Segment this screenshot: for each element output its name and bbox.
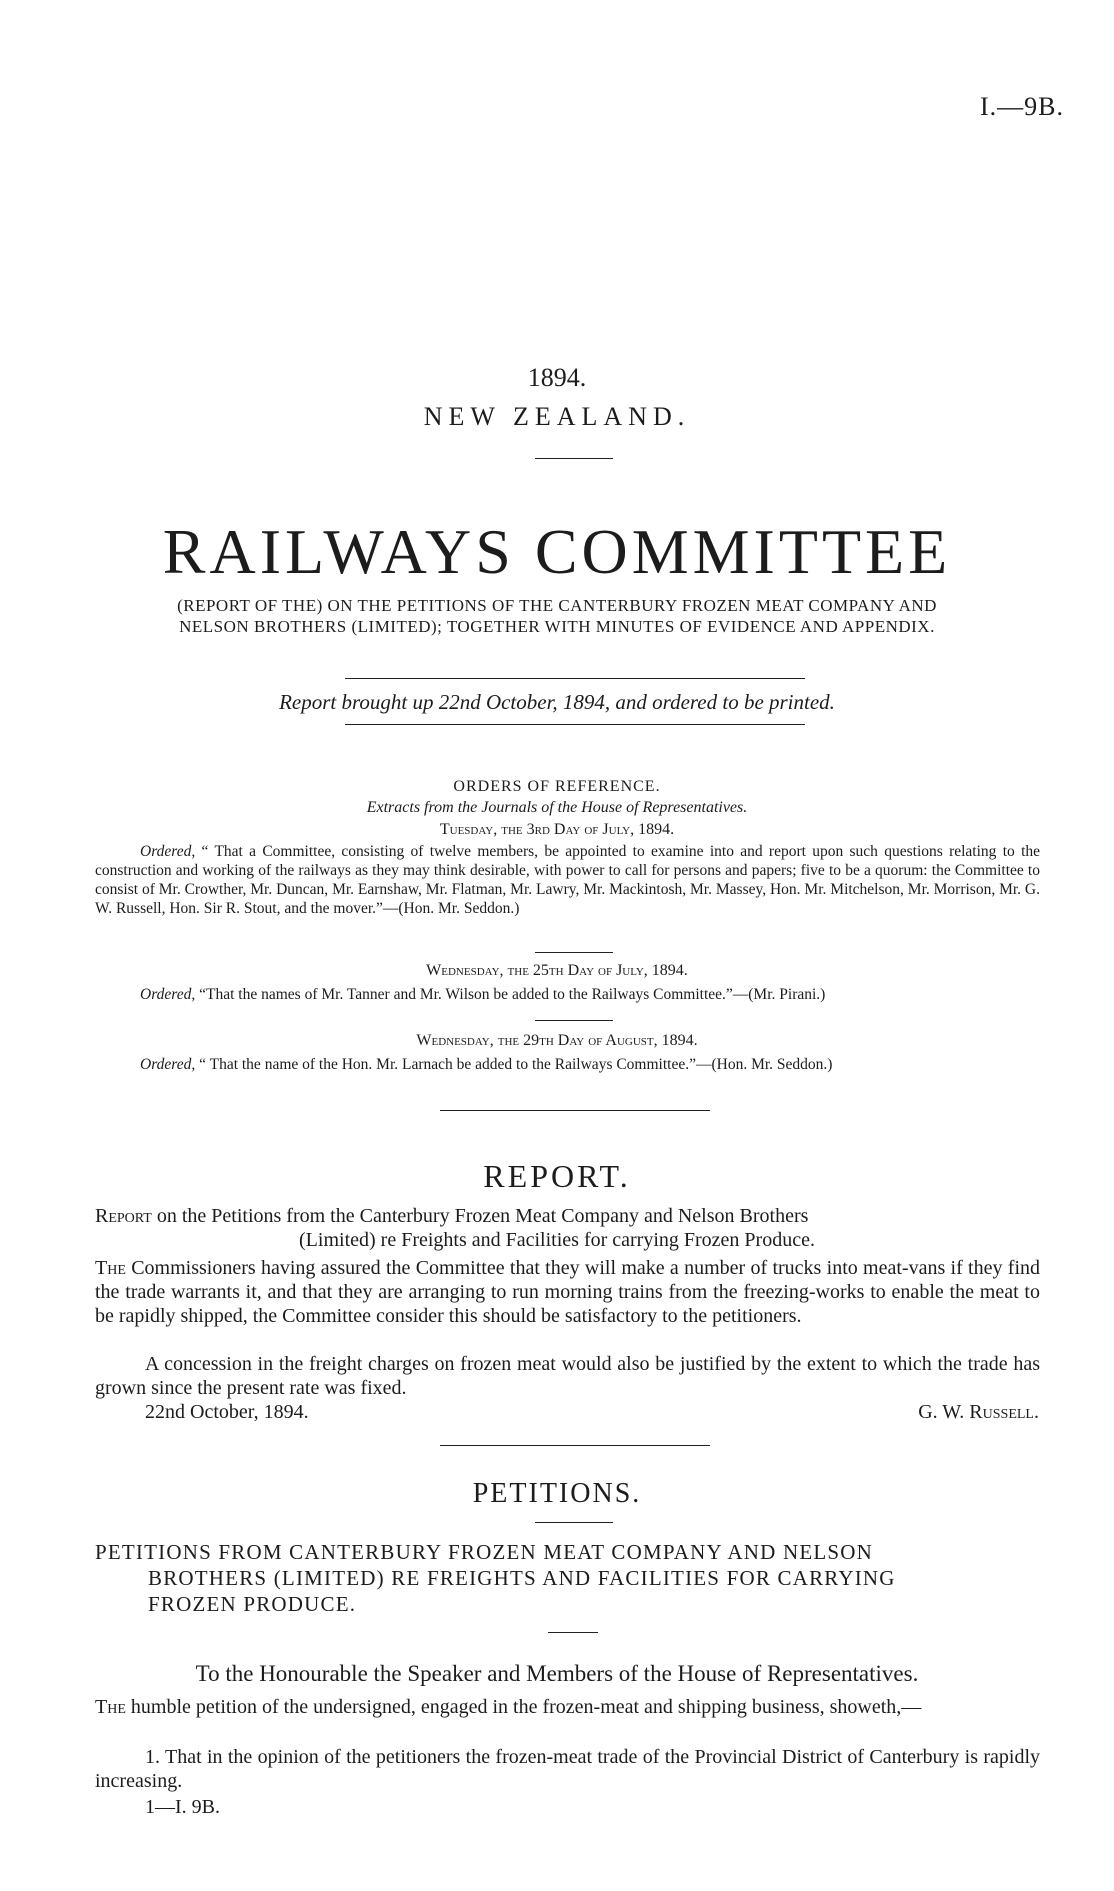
divider: [440, 1445, 710, 1446]
report-intro: [95, 1204, 1040, 1228]
divider: [548, 1632, 598, 1633]
report-paragraph-1: [95, 1256, 1040, 1328]
divider: [535, 458, 613, 459]
paragraph-lead: The: [95, 1257, 126, 1279]
paragraph-lead: The: [95, 1696, 126, 1718]
order1-text: [95, 842, 1040, 918]
document-subtitle-line2: NELSON BROTHERS (LIMITED); TOGETHER WITH MINUTES OF EVIDENCE AND APPENDIX.: [179, 617, 935, 636]
orders-extracts: Extracts from the Journals of the House of Representatives.: [366, 799, 748, 816]
country: NEW ZEALAND.: [423, 402, 691, 431]
report-intro-line2: (Limited) re Freights and Facilities for carrying Frozen Produce.: [299, 1229, 815, 1251]
order2-body: “That the names of Mr. Tanner and Mr. Wilson be added to the Railways Committee.”—(Mr. Pirani.): [199, 986, 826, 1003]
petitions-title-line2: BROTHERS (LIMITED) RE FREIGHTS AND FACILITIES FOR CARRYING: [148, 1566, 896, 1590]
petitions-title-line3: FROZEN PRODUCE.: [148, 1592, 357, 1616]
report-heading: REPORT.: [483, 1158, 631, 1194]
report-paragraph-1-body: Commissioners having assured the Committee that they will make a number of trucks into meat-vans if they find the trade warrants it, and that they are arranging to run morning trains from the freezing-works to enable the meat to be rapidly shipped, the Committee consider this should be satisfactory to the petitioners.: [95, 1257, 1041, 1327]
divider: [440, 1110, 710, 1111]
order3-text: [95, 1055, 1040, 1074]
ordered-label: Ordered,: [140, 986, 196, 1003]
order2-text: [95, 985, 1040, 1004]
ordered-label: Ordered,: [140, 843, 196, 860]
petition-humble-body: humble petition of the undersigned, engaged in the frozen-meat and shipping business, showeth,—: [130, 1696, 922, 1718]
petitions-heading: PETITIONS.: [472, 1478, 642, 1509]
order2-date: Wednesday, the 25th Day of July, 1894.: [426, 962, 688, 979]
divider: [535, 1020, 613, 1021]
order1-body: “ That a Committee, consisting of twelve members, be appointed to examine into and report upon such questions relating to the construction and working of the railways as they may think desirable, with power to call for persons and papers; five to be a quorum: the Committee to consist of Mr. Crowther, Mr. Duncan, Mr. Earnshaw, Mr. Flatman, Mr. Lawry, Mr. Mackintosh, Mr. Massey, Hon. Mr. Mitchelson, Mr. Morrison, Mr. G. W. Russell, Hon. Sir R. Stout, and the mover.”—(Hon. Mr. Seddon.): [95, 843, 1041, 917]
report-paragraph-2: A concession in the freight charges on frozen meat would also be justified by the extent to which the trade has grown since the present rate was fixed.: [95, 1353, 1040, 1399]
report-lead: Report: [95, 1205, 152, 1227]
year: 1894.: [527, 363, 587, 392]
order3-body: “ That the name of the Hon. Mr. Larnach be added to the Railways Committee.”—(Hon. Mr. Seddon.): [199, 1056, 833, 1073]
report-intro-line1: on the Petitions from the Canterbury Frozen Meat Company and Nelson Brothers: [156, 1205, 809, 1227]
petition-humble: [95, 1695, 1040, 1719]
divider: [535, 1522, 613, 1523]
document-title: RAILWAYS COMMITTEE: [162, 516, 952, 587]
divider: [535, 952, 613, 953]
report-signature: G. W. Russell.: [918, 1401, 1039, 1423]
order1-date: Tuesday, the 3rd Day of July, 1894.: [439, 821, 675, 838]
petition-item-1: 1. That in the opinion of the petitioners the frozen-meat trade of the Provincial District of Canterbury is rapidly increasing.: [95, 1746, 1040, 1792]
ordered-label: Ordered,: [140, 1056, 196, 1073]
report-date: 22nd October, 1894.: [145, 1401, 309, 1423]
document-subtitle-line1: (REPORT OF THE) ON THE PETITIONS OF THE CANTERBURY FROZEN MEAT COMPANY AND: [177, 596, 937, 615]
orders-heading: ORDERS OF REFERENCE.: [453, 778, 661, 795]
page-reference: I.—9B.: [980, 92, 1064, 121]
divider: [345, 724, 805, 725]
report-brought-up: Report brought up 22nd October, 1894, and ordered to be printed.: [279, 690, 835, 714]
page-footer: 1—I. 9B.: [145, 1796, 220, 1818]
divider: [345, 678, 805, 679]
petition-address: To the Honourable the Speaker and Members of the House of Representatives.: [195, 1661, 919, 1686]
order3-date: Wednesday, the 29th Day of August, 1894.: [416, 1032, 698, 1049]
petitions-title-line1: PETITIONS FROM CANTERBURY FROZEN MEAT COMPANY AND NELSON: [95, 1540, 873, 1564]
